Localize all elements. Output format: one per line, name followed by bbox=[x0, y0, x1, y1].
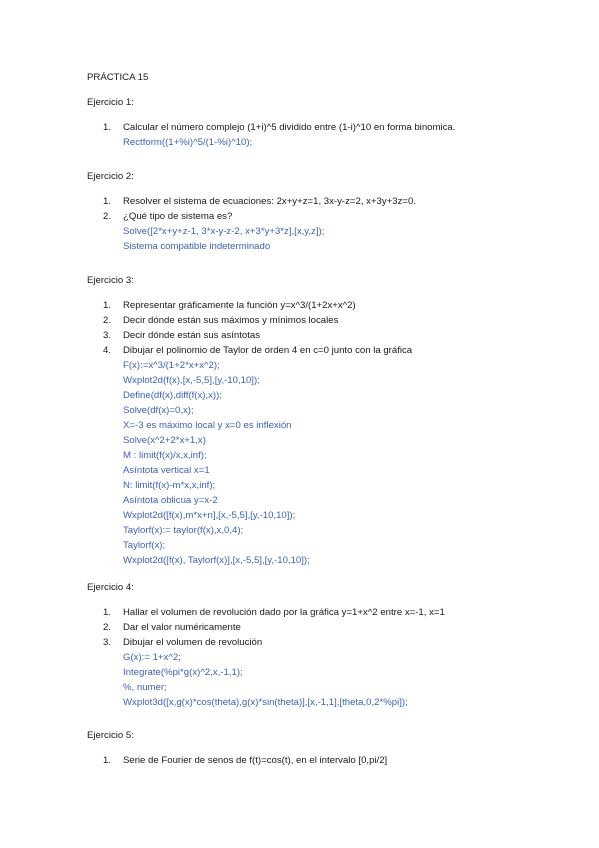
list-item: 3. Decir dónde están sus asíntotas bbox=[103, 330, 261, 341]
exercise-heading: Ejercicio 3: bbox=[87, 275, 134, 286]
list-item: 1. Serie de Fourier de senos de f(t)=cos(t), en el intervalo [0,pi/2] bbox=[103, 755, 388, 766]
code-line: Wxplot2d(f(x),[x,-5,5],[y,-10,10]); bbox=[123, 375, 260, 386]
list-item: 2. Dar el valor numéricamente bbox=[103, 622, 241, 633]
exercise-items bbox=[87, 194, 416, 224]
exercise-3 bbox=[87, 275, 412, 568]
list-item: 1. Hallar el volumen de revolución dado por la gráfica y=1+x^2 entre x=-1, x=1 bbox=[103, 607, 445, 618]
code-block bbox=[87, 224, 416, 254]
exercise-items bbox=[87, 753, 387, 768]
code-line: Wxplot2d([f(x), Taylorf(x)],[x,-5,5],[y,-10,10]); bbox=[123, 555, 310, 566]
exercise-2 bbox=[87, 171, 416, 254]
exercise-heading: Ejercicio 2: bbox=[87, 171, 134, 182]
code-line: X=-3 es máximo local y x=0 es inflexión bbox=[123, 420, 292, 431]
list-item: 3. Dibujar el volumen de revolución bbox=[103, 637, 263, 648]
exercise-heading: Ejercicio 5: bbox=[87, 730, 134, 741]
code-line: %, numer; bbox=[123, 682, 167, 693]
code-line: Asíntota oblicua y=x-2 bbox=[123, 495, 218, 506]
page-title: PRÁCTICA 15 bbox=[87, 72, 149, 83]
code-line: Taylorf(x); bbox=[123, 540, 166, 551]
list-item: 1. Representar gráficamente la función y=x^3/(1+2x+x^2) bbox=[103, 300, 356, 311]
code-line: Solve(df(x)=0,x); bbox=[123, 405, 194, 416]
exercise-items bbox=[87, 298, 412, 358]
exercise-items bbox=[87, 605, 445, 650]
exercise-heading: Ejercicio 4: bbox=[87, 582, 134, 593]
code-line: Solve([2*x+y+z-1, 3*x-y-z-2, x+3*y+3*z],[x,y,z]); bbox=[123, 226, 325, 237]
list-item: 1. Resolver el sistema de ecuaciones: 2x+y+z=1, 3x-y-z=2, x+3y+3z=0. bbox=[103, 196, 417, 207]
exercise-4 bbox=[87, 582, 445, 710]
code-line: Rectform((1+%i)^5/(1-%i)^10); bbox=[123, 137, 253, 148]
code-block bbox=[87, 650, 445, 710]
exercise-heading: Ejercicio 1: bbox=[87, 97, 134, 108]
exercise-1 bbox=[87, 97, 455, 150]
code-line: G(x):= 1+x^2; bbox=[123, 652, 181, 663]
code-line: Asíntota vertical x=1 bbox=[123, 465, 210, 476]
exercise-items bbox=[87, 120, 455, 135]
list-item: 4. Dibujar el polinomio de Taylor de orden 4 en c=0 junto con la gráfica bbox=[103, 345, 413, 356]
list-item: 2. ¿Qué tipo de sistema es? bbox=[103, 211, 233, 222]
code-line: Taylorf(x):= taylor(f(x),x,0,4); bbox=[123, 525, 244, 536]
list-item: 2. Decir dónde están sus máximos y mínimos locales bbox=[103, 315, 339, 326]
list-item: 1. Calcular el número complejo (1+i)^5 dividido entre (1-i)^10 en forma binomica. bbox=[103, 122, 456, 133]
exercise-5 bbox=[87, 730, 387, 768]
code-block bbox=[87, 135, 455, 150]
code-line: F(x):=x^3/(1+2*x+x^2); bbox=[123, 360, 220, 371]
code-line: M : limit(f(x)/x,x,inf); bbox=[123, 450, 207, 461]
code-block bbox=[87, 358, 412, 568]
code-line: Sistema compatible indeterminado bbox=[123, 241, 271, 252]
code-line: Integrate(%pi*g(x)^2,x,-1,1); bbox=[123, 667, 243, 678]
code-line: Wxplot2d([f(x),m*x+n],[x,-5,5],[y,-10,10]); bbox=[123, 510, 296, 521]
code-line: Solve(x^2+2*x+1,x) bbox=[123, 435, 206, 446]
code-line: N: limit(f(x)-m*x,x,inf); bbox=[123, 480, 216, 491]
code-line: Wxplot3d([x,g(x)*cos(theta),g(x)*sin(theta)],[x,-1,1],[theta,0,2*%pi]); bbox=[123, 697, 408, 708]
code-line: Define(df(x),diff(f(x),x)); bbox=[123, 390, 222, 401]
